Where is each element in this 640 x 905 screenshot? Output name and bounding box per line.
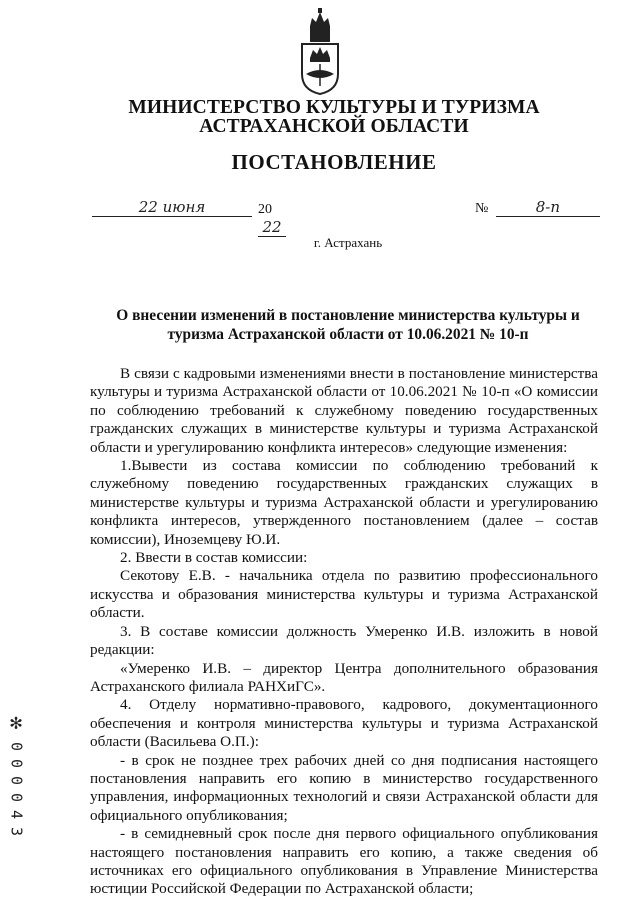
paragraph: 4. Отделу нормативно-правового, кадрового, документационного обеспечения и контроля министерства культуры и туризма Астраханской области (Васильева О.П.): <box>90 696 598 751</box>
paragraph: - в срок не позднее трех рабочих дней со дня подписания настоящего постановления направить его копию в министерство государственного управления, информационных технологий и связи Астраханской области для официального опубликования; <box>90 751 598 824</box>
date-field <box>92 198 282 236</box>
coat-of-arms-icon <box>296 8 344 96</box>
ministry-line-1: МИНИСТЕРСТВО КУЛЬТУРЫ И ТУРИЗМА <box>128 97 540 118</box>
number-handwritten: 8-п <box>496 198 600 217</box>
side-stamp <box>4 710 28 840</box>
document-body <box>90 365 598 899</box>
document-type: ПОСТАНОВЛЕНИЕ <box>231 150 437 174</box>
ministry-line-2: АСТРАХАНСКОЙ ОБЛАСТИ <box>199 116 469 137</box>
year-prefix-text: 20 <box>258 202 272 217</box>
document-subject <box>108 306 588 344</box>
ministry-name <box>0 98 640 136</box>
city: г. Астрахань <box>313 235 383 250</box>
paragraph: «Умеренко И.В. – директор Центра дополнительного образования Астраханского филиала РАНХиГС». <box>90 659 598 695</box>
paragraph: 1.Вывести из состава комиссии по соблюдению требований к служебному поведению государственных гражданских служащих в министерстве культуры и туризма Астраханской области и урегулированию конфликта интересов, утвержденного постановлением (далее – состав комиссии), Иноземцеву Ю.И. <box>90 457 598 548</box>
year-handwritten: 22 <box>258 218 286 237</box>
paragraph: 3. В составе комиссии должность Умеренко И.В. изложить в новой редакции: <box>90 622 598 659</box>
stamp-digit: 3 <box>7 826 26 837</box>
stamp-digit: 0 <box>7 758 26 769</box>
subject-line-1: О внесении изменений в постановление министерства культуры и <box>116 307 580 324</box>
stamp-digit: 0 <box>7 775 26 786</box>
paragraph: - в семидневный срок после дня первого официального опубликования настоящего постановления направить его копию, а также сведения об источниках его официального опубликования в Управление Министерства юстиции Российской Федерации по Астраханской области; <box>90 825 598 898</box>
date-handwritten: 22 июня <box>92 198 252 217</box>
star-icon: ✻ <box>9 710 23 734</box>
year-prefix <box>258 202 286 237</box>
stamp-digit: 0 <box>7 792 26 803</box>
paragraph: Секотову Е.В. - начальника отдела по развитию профессионального искусства и образования министерства культуры и туризма Астраханской области. <box>90 567 598 622</box>
side-stamp-number <box>4 738 28 840</box>
paragraph: 2. Ввести в состав комиссии: <box>120 549 308 567</box>
subject-line-2: туризма Астраханской области от 10.06.2021 № 10-п <box>167 326 529 343</box>
stamp-digit: 4 <box>7 809 26 820</box>
paragraph: В связи с кадровыми изменениями внести в постановление министерства культуры и туризма Астраханской области от 10.06.2021 № 10-п «О комиссии по соблюдению требований к служебному поведению государственных гражданских служащих в министерстве культуры и туризма Астраханской области и урегулированию конфликта интересов» следующие изменения: <box>90 365 598 456</box>
number-label: № <box>475 201 489 216</box>
stamp-digit: 0 <box>7 741 26 752</box>
document-number <box>475 198 600 217</box>
